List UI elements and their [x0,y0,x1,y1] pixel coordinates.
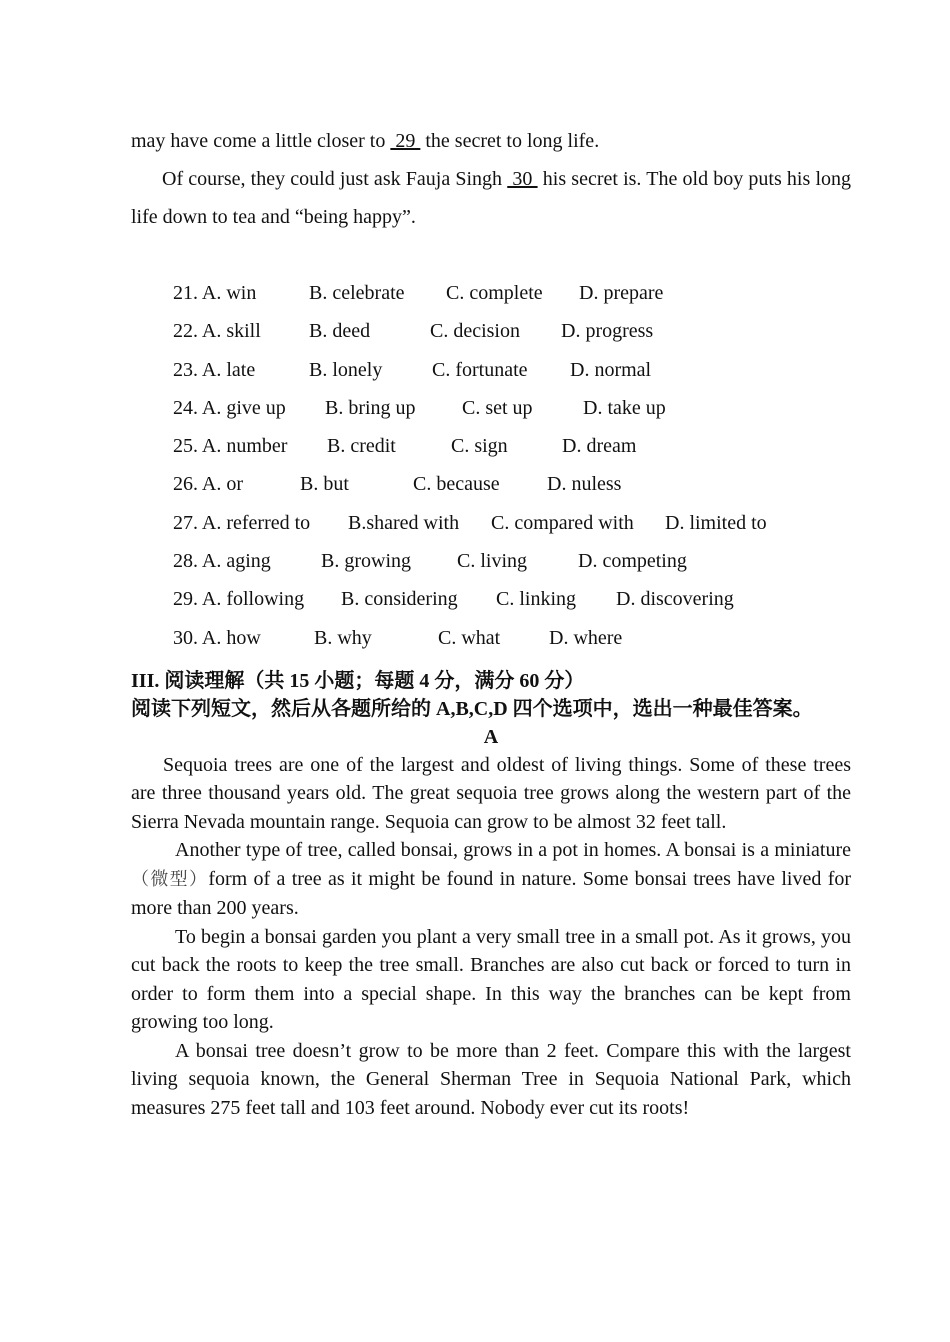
option-d: D. progress [561,320,654,343]
option-a: 28. A. aging [173,550,271,573]
passage-paragraph-3: To begin a bonsai garden you plant a very small tree in a small pot. As it grows, you cut back the roots to keep the tree small. Branches are also cut back or forced to turn in order to form them into a special shape. In this way the branches can be kept from growing too long. [131,925,851,1034]
option-d: D. discovering [616,588,734,611]
option-row-27 [173,504,851,542]
option-row-29 [173,580,851,618]
option-row-26 [173,465,851,503]
option-b: B. considering [341,588,458,611]
paragraph-text: Another type of tree, called bonsai, grows in a pot in homes. A bonsai is a miniature [175,839,851,862]
option-d: D. normal [570,358,652,381]
option-c: C. compared with [491,511,634,534]
option-row-23 [173,351,851,389]
option-c: C. because [413,473,500,496]
option-b: B. bring up [325,396,416,419]
passage-paragraph-2 [131,836,851,923]
option-c: C. decision [430,320,520,343]
option-d: D. nuless [547,473,622,496]
option-b: B. lonely [309,358,383,381]
option-row-21 [173,274,851,312]
cloze-text: his secret is. The old boy puts his long life down to tea and “being happy”. [131,168,851,228]
section-instruction: 阅读下列短文，然后从各题所给的 A,B,C,D 四个选项中，选出一种最佳答案。 [131,697,813,720]
option-d: D. take up [583,396,666,419]
option-row-28 [173,542,851,580]
passage-a [131,723,851,1123]
passage-paragraph-1: Sequoia trees are one of the largest and oldest of living things. Some of these trees are three thousand years old. The great sequoia tree grows along the western part of the Sierra Nevada mountain range. Sequoia can grow to be almost 32 feet tall. [131,753,851,833]
option-d: D. prepare [579,282,664,304]
option-b: B. growing [321,550,411,573]
option-a: 21. A. win [173,282,257,304]
option-b: B. deed [309,320,371,343]
option-b: B. why [314,626,372,649]
cloze-text: may have come a little closer to [131,130,391,152]
answer-options [173,274,851,657]
cloze-paragraph-2 [131,160,851,236]
option-d: D. where [549,626,623,649]
option-row-25 [173,427,851,465]
option-c: C. set up [462,396,533,419]
option-row-30 [173,619,851,657]
document-page [131,122,851,1122]
chinese-gloss: （微型） [131,868,209,890]
passage-title: A [483,725,499,748]
option-row-24 [173,389,851,427]
option-a: 24. A. give up [173,396,286,419]
blank-29: 29 [390,130,421,152]
option-d: D. competing [578,550,687,573]
reading-section-header [131,667,851,723]
option-c: C. linking [496,588,577,611]
option-a: 22. A. skill [173,320,261,343]
blank-30: 30 [507,168,538,190]
option-a: 26. A. or [173,473,243,496]
option-a: 25. A. number [173,435,288,458]
option-a: 30. A. how [173,626,261,649]
option-b: B. celebrate [309,282,405,304]
option-a: 29. A. following [173,588,305,611]
option-d: D. limited to [665,511,767,534]
passage-paragraph-4: A bonsai tree doesn’t grow to be more than 2 feet. Compare this with the largest living sequoia known, the General Sherman Tree in Sequoia National Park, which measures 275 feet tall and 103 feet around. Nobody ever cut its roots! [131,1039,851,1119]
option-a: 27. A. referred to [173,511,311,534]
option-c: C. living [457,550,528,573]
option-c: C. sign [451,435,508,458]
cloze-text: Of course, they could just ask Fauja Singh [162,168,508,190]
option-row-22 [173,312,851,350]
option-c: C. complete [446,282,543,304]
section-heading: III. 阅读理解（共 15 小题；每题 4 分，满分 60 分） [131,669,585,692]
cloze-text: the secret to long life. [420,130,600,152]
option-b: B. but [300,473,349,496]
paragraph-text: form of a tree as it might be found in nature. Some bonsai trees have lived for more than 200 years. [131,867,852,920]
option-a: 23. A. late [173,358,256,381]
option-b: B.shared with [348,511,460,534]
option-c: C. what [438,626,501,649]
option-b: B. credit [327,435,396,458]
option-d: D. dream [562,435,637,458]
option-c: C. fortunate [432,358,528,381]
cloze-line-1 [131,122,851,160]
